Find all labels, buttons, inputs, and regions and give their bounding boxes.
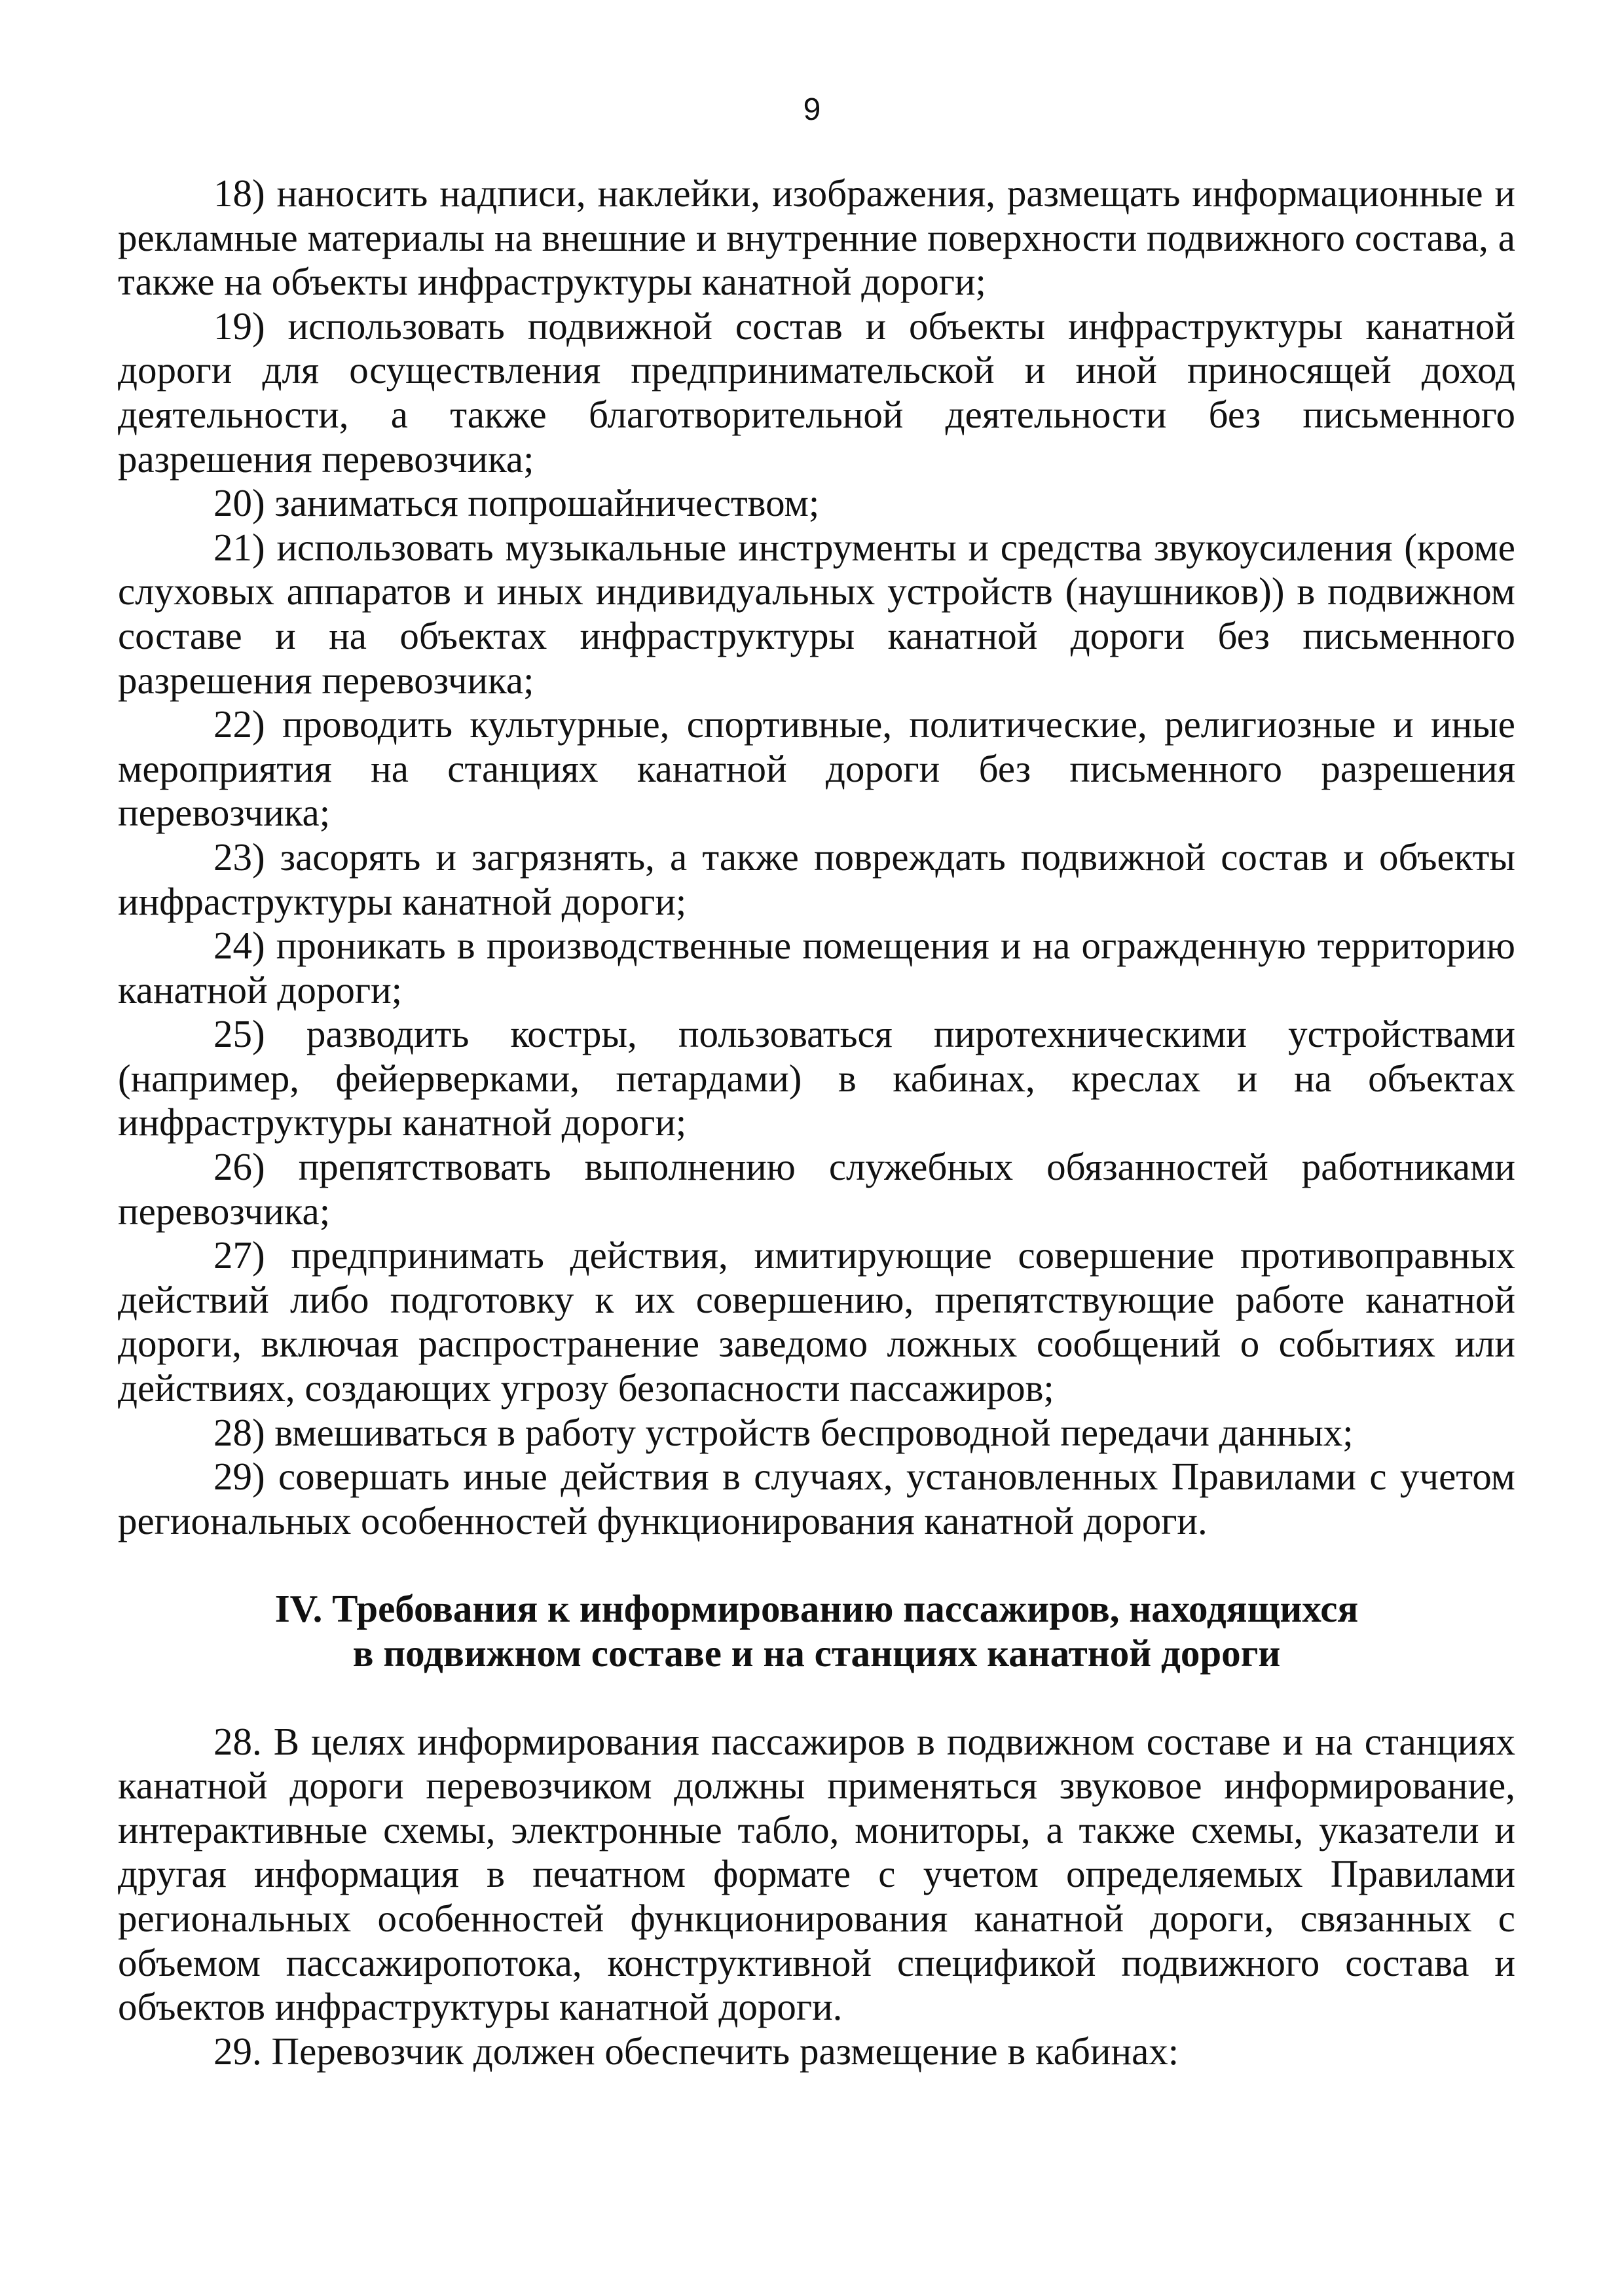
list-item: 23) засорять и загрязнять, а также повреждать подвижной состав и объекты инфраструктуры канатной дороги;	[118, 835, 1515, 923]
document-body	[118, 172, 1515, 2073]
list-item: 28) вмешиваться в работу устройств беспроводной передачи данных;	[213, 1410, 1354, 1454]
paragraph: 29. Перевозчик должен обеспечить размещение в кабинах:	[213, 2029, 1179, 2073]
list-item: 18) наносить надписи, наклейки, изображения, размещать информационные и рекламные материалы на внешние и внутренние поверхности подвижного состава, а также на объекты инфраструктуры канатной дороги;	[118, 172, 1515, 304]
list-item: 25) разводить костры, пользоваться пиротехническими устройствами (например, фейерверками, петардами) в кабинах, креслах и на объектах инфраструктуры канатной дороги;	[118, 1012, 1515, 1144]
list-item: 20) заниматься попрошайничеством;	[213, 481, 820, 525]
section-heading	[118, 1587, 1515, 1675]
paragraph: 28. В целях информирования пассажиров в подвижном составе и на станциях канатной дороги перевозчиком должны применяться звуковое информирование, интерактивные схемы, электронные табло, мониторы, а также схемы, указатели и другая информация в печатном формате с учетом определяемых Правилами региональных особенностей функционирования канатной дороги, связанных с объемом пассажиропотока, конструктивной спецификой подвижного состава и объектов инфраструктуры канатной дороги.	[118, 1719, 1515, 2029]
list-item: 22) проводить культурные, спортивные, политические, религиозные и иные мероприятия на станциях канатной дороги без письменного разрешения перевозчика;	[118, 702, 1515, 835]
section-heading-line: IV. Требования к информированию пассажиров, находящихся	[274, 1587, 1359, 1631]
page-number: 9	[803, 92, 821, 127]
section-heading-line: в подвижном составе и на станциях канатной дороги	[352, 1631, 1281, 1675]
list-item: 27) предпринимать действия, имитирующие совершение противоправных действий либо подготовку к их совершению, препятствующие работе канатной дороги, включая распространение заведомо ложных сообщений о событиях или действиях, создающих угрозу безопасности пассажиров;	[118, 1233, 1515, 1410]
list-item: 19) использовать подвижной состав и объекты инфраструктуры канатной дороги для осуществления предпринимательской и иной приносящей доход деятельности, а также благотворительной деятельности без письменного разрешения перевозчика;	[118, 304, 1515, 481]
list-item: 21) использовать музыкальные инструменты и средства звукоусиления (кроме слуховых аппаратов и иных индивидуальных устройств (наушников)) в подвижном составе и на объектах инфраструктуры канатной дороги без письменного разрешения перевозчика;	[118, 525, 1515, 702]
list-item: 24) проникать в производственные помещения и на огражденную территорию канатной дороги;	[118, 924, 1515, 1011]
list-item: 29) совершать иные действия в случаях, установленных Правилами с учетом региональных особенностей функционирования канатной дороги.	[118, 1455, 1515, 1542]
list-item: 26) препятствовать выполнению служебных обязанностей работниками перевозчика;	[118, 1145, 1515, 1233]
